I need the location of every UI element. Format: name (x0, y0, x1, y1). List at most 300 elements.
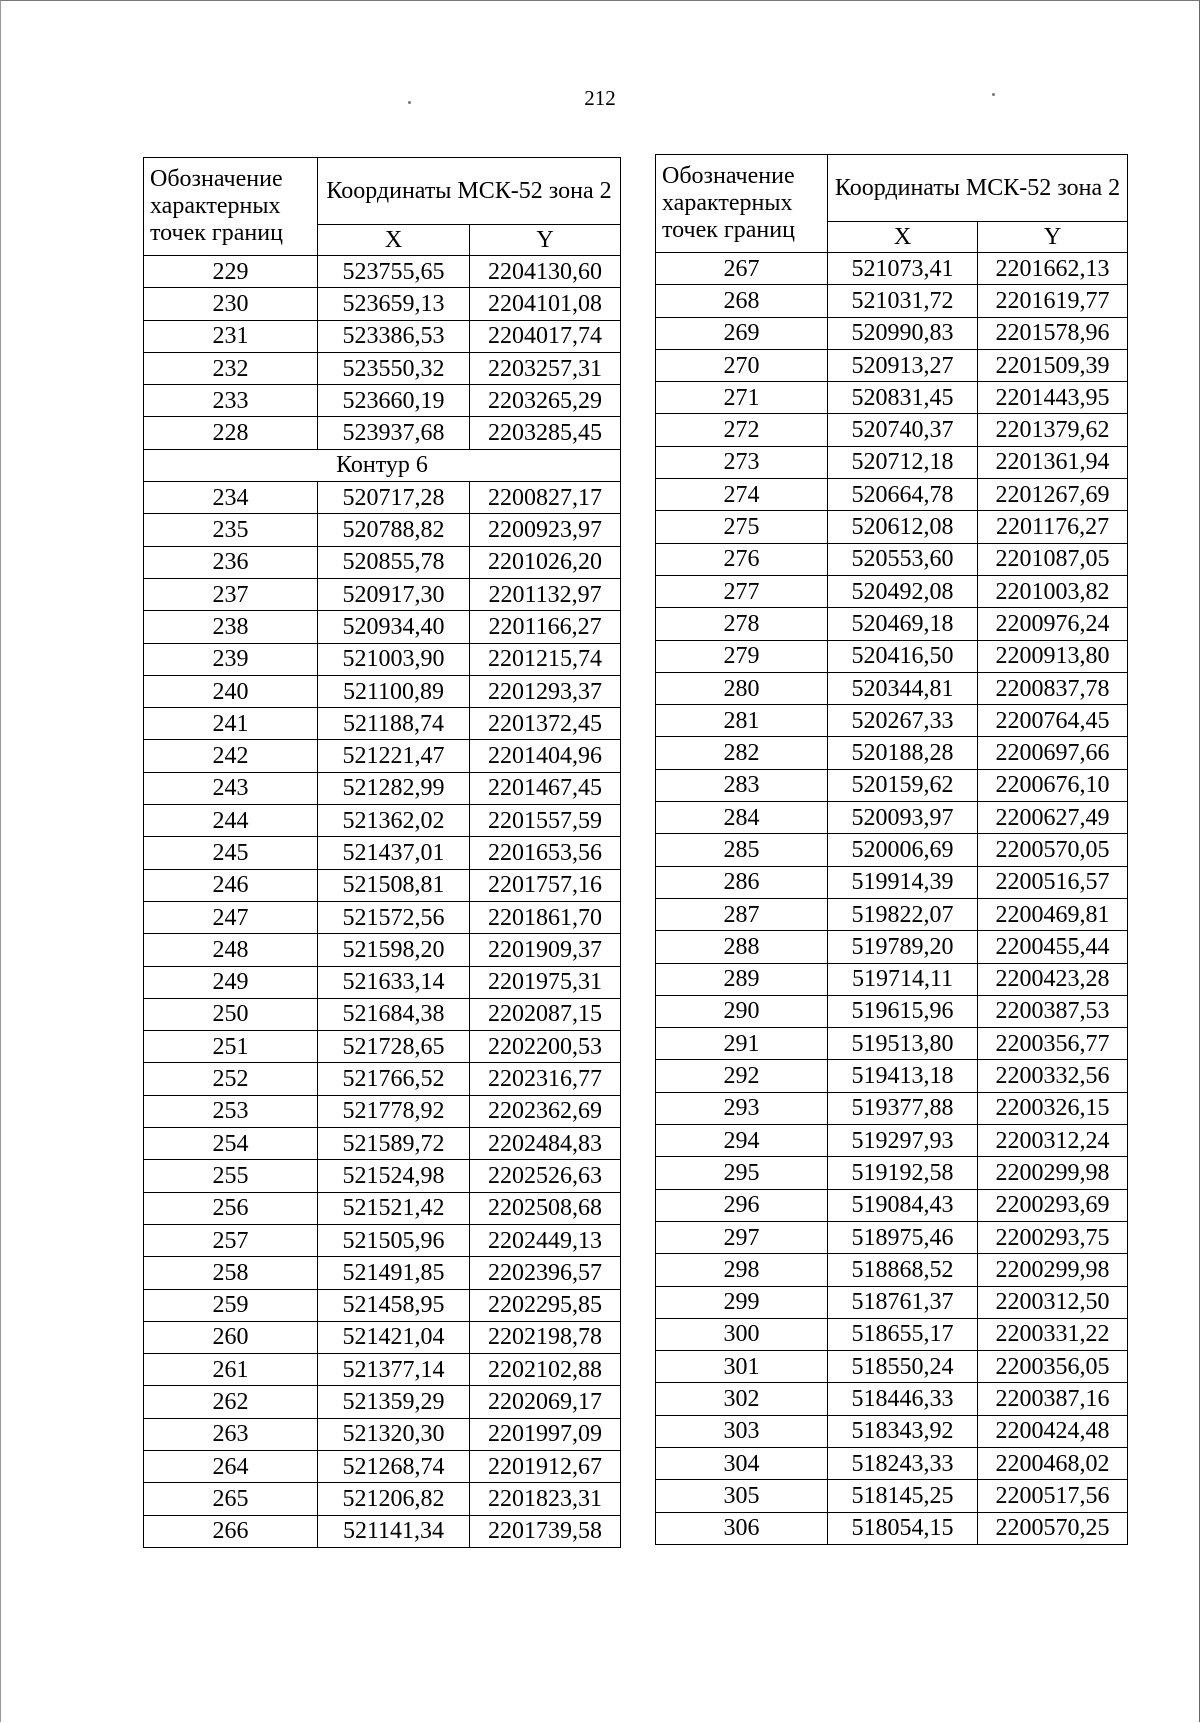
y-coordinate-cell: 2201861,70 (470, 901, 621, 933)
scan-speck (408, 101, 411, 104)
table-row (144, 256, 621, 288)
table-row (656, 479, 1128, 511)
table-row (144, 1354, 621, 1386)
x-coordinate-cell: 519615,96 (828, 995, 978, 1027)
table-row (144, 869, 621, 901)
y-coordinate-cell: 2201662,13 (978, 253, 1128, 285)
point-cell: 243 (144, 772, 318, 804)
point-cell: 274 (656, 479, 828, 511)
x-coordinate-cell: 518655,17 (828, 1318, 978, 1350)
y-coordinate-cell: 2201467,45 (470, 772, 621, 804)
point-cell: 237 (144, 578, 318, 610)
point-cell: 304 (656, 1447, 828, 1479)
x-coordinate-cell: 521282,99 (318, 772, 470, 804)
y-coordinate-cell: 2201578,96 (978, 317, 1128, 349)
table-row (656, 349, 1128, 381)
x-coordinate-cell: 520740,37 (828, 414, 978, 446)
x-coordinate-cell: 520664,78 (828, 479, 978, 511)
coordinates-table-left (143, 157, 621, 1548)
point-cell: 268 (656, 285, 828, 317)
table-row (144, 901, 621, 933)
point-cell: 233 (144, 385, 318, 417)
x-coordinate-cell: 519714,11 (828, 963, 978, 995)
y-coordinate-cell: 2201026,20 (470, 546, 621, 578)
point-cell: 301 (656, 1351, 828, 1383)
x-coordinate-cell: 521728,65 (318, 1031, 470, 1063)
x-coordinate-cell: 520717,28 (318, 482, 470, 514)
y-column-header: Y (978, 222, 1128, 253)
table-row (144, 1031, 621, 1063)
point-cell: 275 (656, 511, 828, 543)
y-coordinate-cell: 2200356,05 (978, 1351, 1128, 1383)
point-cell: 251 (144, 1031, 318, 1063)
y-coordinate-cell: 2200913,80 (978, 640, 1128, 672)
x-coordinate-cell: 521598,20 (318, 934, 470, 966)
point-cell: 231 (144, 320, 318, 352)
table-row (144, 288, 621, 320)
point-column-header: Обозначение характерных точек границ (144, 158, 318, 256)
y-coordinate-cell: 2201997,09 (470, 1418, 621, 1450)
x-coordinate-cell: 518145,25 (828, 1480, 978, 1512)
table-row (144, 1257, 621, 1289)
y-coordinate-cell: 2200976,24 (978, 608, 1128, 640)
x-coordinate-cell: 520917,30 (318, 578, 470, 610)
table-row (656, 1318, 1128, 1350)
x-coordinate-cell: 520188,28 (828, 737, 978, 769)
y-coordinate-cell: 2201379,62 (978, 414, 1128, 446)
y-coordinate-cell: 2203265,29 (470, 385, 621, 417)
y-coordinate-cell: 2202484,83 (470, 1128, 621, 1160)
x-coordinate-cell: 518868,52 (828, 1254, 978, 1286)
point-cell: 272 (656, 414, 828, 446)
y-coordinate-cell: 2201003,82 (978, 575, 1128, 607)
x-coordinate-cell: 519914,39 (828, 866, 978, 898)
y-coordinate-cell: 2201404,96 (470, 740, 621, 772)
point-cell: 229 (144, 256, 318, 288)
table-row (144, 1160, 621, 1192)
y-coordinate-cell: 2200356,77 (978, 1028, 1128, 1060)
y-coordinate-cell: 2202526,63 (470, 1160, 621, 1192)
x-coordinate-cell: 520159,62 (828, 769, 978, 801)
table-row (656, 1060, 1128, 1092)
point-cell: 280 (656, 672, 828, 704)
point-cell: 281 (656, 705, 828, 737)
point-cell: 260 (144, 1321, 318, 1353)
point-cell: 245 (144, 837, 318, 869)
point-cell: 289 (656, 963, 828, 995)
table-row (656, 543, 1128, 575)
x-coordinate-cell: 519822,07 (828, 898, 978, 930)
y-coordinate-cell: 2200293,69 (978, 1189, 1128, 1221)
point-cell: 282 (656, 737, 828, 769)
y-coordinate-cell: 2200923,97 (470, 514, 621, 546)
x-coordinate-cell: 521359,29 (318, 1386, 470, 1418)
point-cell: 232 (144, 352, 318, 384)
table-row (144, 1224, 621, 1256)
x-coordinate-cell: 520990,83 (828, 317, 978, 349)
point-cell: 297 (656, 1221, 828, 1253)
x-coordinate-cell: 520492,08 (828, 575, 978, 607)
y-coordinate-cell: 2200326,15 (978, 1092, 1128, 1124)
x-coordinate-cell: 521221,47 (318, 740, 470, 772)
point-cell: 230 (144, 288, 318, 320)
point-cell: 279 (656, 640, 828, 672)
point-cell: 267 (656, 253, 828, 285)
point-cell: 258 (144, 1257, 318, 1289)
point-cell: 250 (144, 998, 318, 1030)
x-coordinate-cell: 521437,01 (318, 837, 470, 869)
x-coordinate-cell: 520267,33 (828, 705, 978, 737)
point-cell: 276 (656, 543, 828, 575)
point-cell: 263 (144, 1418, 318, 1450)
y-coordinate-cell: 2201443,95 (978, 382, 1128, 414)
table-row (144, 643, 621, 675)
y-coordinate-cell: 2200332,56 (978, 1060, 1128, 1092)
y-coordinate-cell: 2201132,97 (470, 578, 621, 610)
y-coordinate-cell: 2201166,27 (470, 611, 621, 643)
x-coordinate-cell: 520934,40 (318, 611, 470, 643)
x-coordinate-cell: 521421,04 (318, 1321, 470, 1353)
y-coordinate-cell: 2202087,15 (470, 998, 621, 1030)
table-row (144, 1289, 621, 1321)
y-coordinate-cell: 2200299,98 (978, 1254, 1128, 1286)
y-coordinate-cell: 2200827,17 (470, 482, 621, 514)
table-row (144, 514, 621, 546)
table-row (144, 320, 621, 352)
table-row (656, 317, 1128, 349)
x-coordinate-cell: 521508,81 (318, 869, 470, 901)
x-coordinate-cell: 521073,41 (828, 253, 978, 285)
table-row (656, 285, 1128, 317)
y-coordinate-cell: 2202069,17 (470, 1386, 621, 1418)
table-row (144, 1450, 621, 1482)
point-cell: 252 (144, 1063, 318, 1095)
table-row (656, 1447, 1128, 1479)
table-row (656, 737, 1128, 769)
y-coordinate-cell: 2200468,02 (978, 1447, 1128, 1479)
table-row (656, 1415, 1128, 1447)
x-coordinate-cell: 520553,60 (828, 543, 978, 575)
point-cell: 293 (656, 1092, 828, 1124)
point-cell: 235 (144, 514, 318, 546)
point-cell: 287 (656, 898, 828, 930)
table-row (144, 998, 621, 1030)
table-row (144, 1515, 621, 1547)
y-coordinate-cell: 2200299,98 (978, 1157, 1128, 1189)
x-coordinate-cell: 520469,18 (828, 608, 978, 640)
x-coordinate-cell: 520788,82 (318, 514, 470, 546)
table-row (144, 578, 621, 610)
point-cell: 273 (656, 446, 828, 478)
table-row (656, 640, 1128, 672)
x-coordinate-cell: 520712,18 (828, 446, 978, 478)
table-row (144, 1128, 621, 1160)
y-coordinate-cell: 2201509,39 (978, 349, 1128, 381)
table-row (656, 866, 1128, 898)
point-cell: 228 (144, 417, 318, 449)
table-row (656, 1028, 1128, 1060)
x-coordinate-cell: 519084,43 (828, 1189, 978, 1221)
point-cell: 299 (656, 1286, 828, 1318)
point-cell: 241 (144, 708, 318, 740)
y-coordinate-cell: 2201215,74 (470, 643, 621, 675)
point-cell: 242 (144, 740, 318, 772)
y-column-header: Y (470, 225, 621, 256)
table-row (144, 546, 621, 578)
table-row (144, 1095, 621, 1127)
x-coordinate-cell: 521377,14 (318, 1354, 470, 1386)
x-coordinate-cell: 521206,82 (318, 1483, 470, 1515)
y-coordinate-cell: 2200293,75 (978, 1221, 1128, 1253)
point-cell: 286 (656, 866, 828, 898)
table-row (144, 966, 621, 998)
point-cell: 306 (656, 1512, 828, 1544)
x-coordinate-cell: 521572,56 (318, 901, 470, 933)
point-cell: 256 (144, 1192, 318, 1224)
x-coordinate-cell: 521362,02 (318, 805, 470, 837)
table-row (656, 575, 1128, 607)
x-coordinate-cell: 521766,52 (318, 1063, 470, 1095)
y-coordinate-cell: 2200312,50 (978, 1286, 1128, 1318)
x-column-header: X (318, 225, 470, 256)
y-coordinate-cell: 2202102,88 (470, 1354, 621, 1386)
table-row (656, 834, 1128, 866)
table-row (656, 446, 1128, 478)
x-coordinate-cell: 523659,13 (318, 288, 470, 320)
scan-speck (992, 93, 995, 96)
table-row (656, 1189, 1128, 1221)
x-coordinate-cell: 519377,88 (828, 1092, 978, 1124)
table-row (656, 382, 1128, 414)
table-row (144, 837, 621, 869)
x-coordinate-cell: 519192,58 (828, 1157, 978, 1189)
y-coordinate-cell: 2201619,77 (978, 285, 1128, 317)
x-coordinate-cell: 518446,33 (828, 1383, 978, 1415)
x-coordinate-cell: 521505,96 (318, 1224, 470, 1256)
table-row (656, 1157, 1128, 1189)
point-cell: 303 (656, 1415, 828, 1447)
x-coordinate-cell: 521141,34 (318, 1515, 470, 1547)
point-cell: 262 (144, 1386, 318, 1418)
point-cell: 296 (656, 1189, 828, 1221)
point-cell: 247 (144, 901, 318, 933)
x-coordinate-cell: 521589,72 (318, 1128, 470, 1160)
y-coordinate-cell: 2201372,45 (470, 708, 621, 740)
point-cell: 295 (656, 1157, 828, 1189)
point-cell: 302 (656, 1383, 828, 1415)
y-coordinate-cell: 2201757,16 (470, 869, 621, 901)
y-coordinate-cell: 2200331,22 (978, 1318, 1128, 1350)
y-coordinate-cell: 2200455,44 (978, 931, 1128, 963)
y-coordinate-cell: 2200387,53 (978, 995, 1128, 1027)
point-cell: 265 (144, 1483, 318, 1515)
x-coordinate-cell: 520416,50 (828, 640, 978, 672)
table-row (656, 1351, 1128, 1383)
y-coordinate-cell: 2201975,31 (470, 966, 621, 998)
x-coordinate-cell: 519513,80 (828, 1028, 978, 1060)
point-cell: 234 (144, 482, 318, 514)
x-coordinate-cell: 520093,97 (828, 802, 978, 834)
point-cell: 246 (144, 869, 318, 901)
coordinates-column-header: Координаты МСК-52 зона 2 (318, 158, 621, 225)
page-number: 212 (584, 86, 616, 110)
x-column-header: X (828, 222, 978, 253)
table-row (144, 934, 621, 966)
point-cell: 255 (144, 1160, 318, 1192)
point-cell: 291 (656, 1028, 828, 1060)
table-row (144, 1386, 621, 1418)
y-coordinate-cell: 2200676,10 (978, 769, 1128, 801)
table-row (656, 931, 1128, 963)
y-coordinate-cell: 2200837,78 (978, 672, 1128, 704)
point-column-header: Обозначение характерных точек границ (656, 155, 828, 253)
y-coordinate-cell: 2202198,78 (470, 1321, 621, 1353)
x-coordinate-cell: 523660,19 (318, 385, 470, 417)
x-coordinate-cell: 521684,38 (318, 998, 470, 1030)
x-coordinate-cell: 518243,33 (828, 1447, 978, 1479)
y-coordinate-cell: 2201823,31 (470, 1483, 621, 1515)
point-cell: 285 (656, 834, 828, 866)
coordinates-table-right (655, 154, 1128, 1545)
x-coordinate-cell: 518550,24 (828, 1351, 978, 1383)
x-coordinate-cell: 523550,32 (318, 352, 470, 384)
y-coordinate-cell: 2204130,60 (470, 256, 621, 288)
x-coordinate-cell: 521491,85 (318, 1257, 470, 1289)
x-coordinate-cell: 521003,90 (318, 643, 470, 675)
y-coordinate-cell: 2200312,24 (978, 1125, 1128, 1157)
y-coordinate-cell: 2200423,28 (978, 963, 1128, 995)
x-coordinate-cell: 523386,53 (318, 320, 470, 352)
y-coordinate-cell: 2201176,27 (978, 511, 1128, 543)
y-coordinate-cell: 2204101,08 (470, 288, 621, 320)
y-coordinate-cell: 2200697,66 (978, 737, 1128, 769)
point-cell: 253 (144, 1095, 318, 1127)
x-coordinate-cell: 521633,14 (318, 966, 470, 998)
point-cell: 249 (144, 966, 318, 998)
table-row (144, 1321, 621, 1353)
table-row (656, 705, 1128, 737)
y-coordinate-cell: 2201557,59 (470, 805, 621, 837)
point-cell: 239 (144, 643, 318, 675)
y-coordinate-cell: 2202396,57 (470, 1257, 621, 1289)
point-cell: 259 (144, 1289, 318, 1321)
y-coordinate-cell: 2200387,16 (978, 1383, 1128, 1415)
table-row (144, 1483, 621, 1515)
table-row (144, 772, 621, 804)
table-row (144, 708, 621, 740)
y-coordinate-cell: 2200424,48 (978, 1415, 1128, 1447)
x-coordinate-cell: 518054,15 (828, 1512, 978, 1544)
point-cell: 264 (144, 1450, 318, 1482)
point-cell: 294 (656, 1125, 828, 1157)
x-coordinate-cell: 519297,93 (828, 1125, 978, 1157)
x-coordinate-cell: 518343,92 (828, 1415, 978, 1447)
x-coordinate-cell: 520344,81 (828, 672, 978, 704)
point-cell: 290 (656, 995, 828, 1027)
x-coordinate-cell: 519789,20 (828, 931, 978, 963)
y-coordinate-cell: 2200516,57 (978, 866, 1128, 898)
x-coordinate-cell: 520831,45 (828, 382, 978, 414)
y-coordinate-cell: 2201361,94 (978, 446, 1128, 478)
table-row (656, 1125, 1128, 1157)
y-coordinate-cell: 2202362,69 (470, 1095, 621, 1127)
y-coordinate-cell: 2203257,31 (470, 352, 621, 384)
table-row (656, 898, 1128, 930)
table-row (656, 1480, 1128, 1512)
y-coordinate-cell: 2202316,77 (470, 1063, 621, 1095)
x-coordinate-cell: 520913,27 (828, 349, 978, 381)
x-coordinate-cell: 520612,08 (828, 511, 978, 543)
point-cell: 298 (656, 1254, 828, 1286)
table-row (656, 802, 1128, 834)
point-cell: 266 (144, 1515, 318, 1547)
table-row (144, 740, 621, 772)
x-coordinate-cell: 521188,74 (318, 708, 470, 740)
table-row (656, 1092, 1128, 1124)
table-row (656, 1383, 1128, 1415)
table-row (144, 611, 621, 643)
point-cell: 300 (656, 1318, 828, 1350)
x-coordinate-cell: 520855,78 (318, 546, 470, 578)
x-coordinate-cell: 521031,72 (828, 285, 978, 317)
y-coordinate-cell: 2200570,05 (978, 834, 1128, 866)
y-coordinate-cell: 2200627,49 (978, 802, 1128, 834)
table-row (656, 672, 1128, 704)
table-row (656, 608, 1128, 640)
table-row (144, 352, 621, 384)
point-cell: 254 (144, 1128, 318, 1160)
point-cell: 305 (656, 1480, 828, 1512)
y-coordinate-cell: 2202449,13 (470, 1224, 621, 1256)
x-coordinate-cell: 521458,95 (318, 1289, 470, 1321)
point-cell: 271 (656, 382, 828, 414)
x-coordinate-cell: 523755,65 (318, 256, 470, 288)
y-coordinate-cell: 2200764,45 (978, 705, 1128, 737)
y-coordinate-cell: 2201912,67 (470, 1450, 621, 1482)
x-coordinate-cell: 521778,92 (318, 1095, 470, 1127)
y-coordinate-cell: 2202295,85 (470, 1289, 621, 1321)
x-coordinate-cell: 521521,42 (318, 1192, 470, 1224)
table-row (144, 1418, 621, 1450)
table-row (144, 805, 621, 837)
y-coordinate-cell: 2201267,69 (978, 479, 1128, 511)
point-cell: 240 (144, 675, 318, 707)
table-row (656, 1512, 1128, 1544)
point-cell: 283 (656, 769, 828, 801)
y-coordinate-cell: 2202508,68 (470, 1192, 621, 1224)
table-row (144, 1063, 621, 1095)
table-row (656, 769, 1128, 801)
x-coordinate-cell: 523937,68 (318, 417, 470, 449)
point-cell: 236 (144, 546, 318, 578)
table-row (656, 1221, 1128, 1253)
y-coordinate-cell: 2200570,25 (978, 1512, 1128, 1544)
table-row (656, 511, 1128, 543)
table-row (656, 1286, 1128, 1318)
table-row (656, 963, 1128, 995)
point-cell: 277 (656, 575, 828, 607)
x-coordinate-cell: 521268,74 (318, 1450, 470, 1482)
y-coordinate-cell: 2202200,53 (470, 1031, 621, 1063)
table-row (656, 1254, 1128, 1286)
y-coordinate-cell: 2200469,81 (978, 898, 1128, 930)
point-cell: 244 (144, 805, 318, 837)
table-row (656, 253, 1128, 285)
y-coordinate-cell: 2201293,37 (470, 675, 621, 707)
point-cell: 257 (144, 1224, 318, 1256)
x-coordinate-cell: 521100,89 (318, 675, 470, 707)
y-coordinate-cell: 2200517,56 (978, 1480, 1128, 1512)
